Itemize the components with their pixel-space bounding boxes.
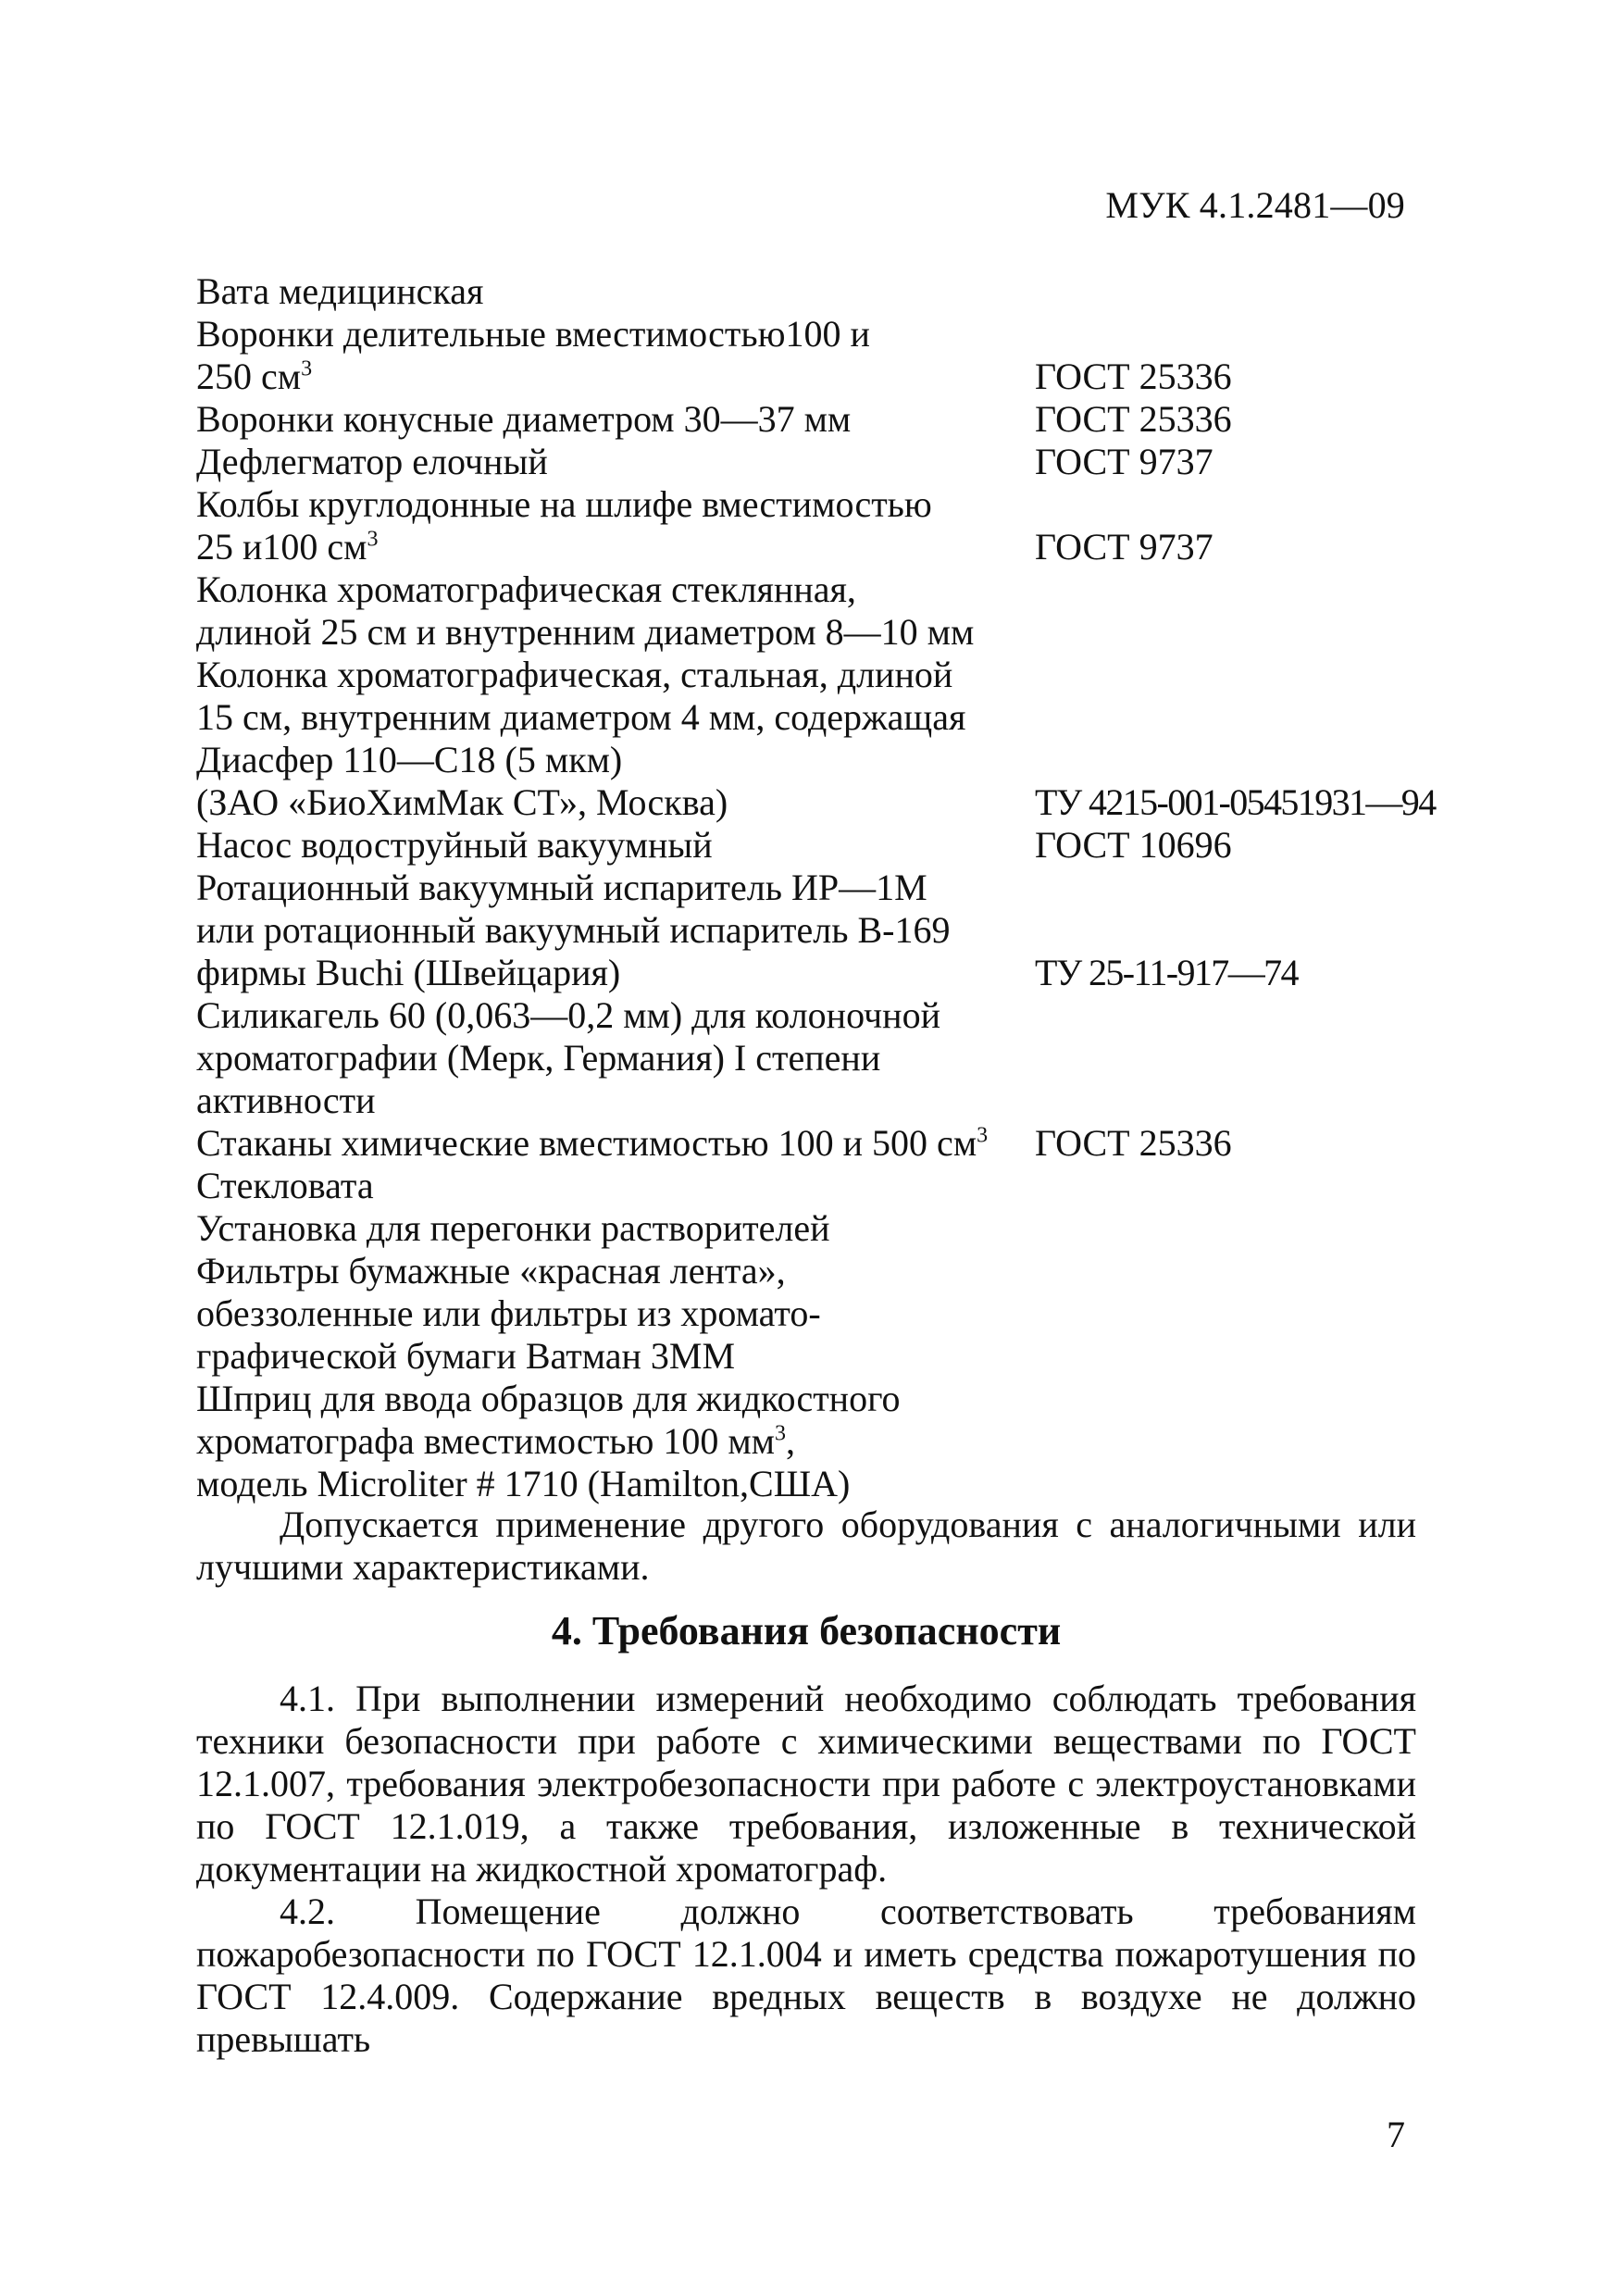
equipment-item-text: Силикагель 60 (0,063—0,2 мм) для колоночной (196, 994, 940, 1036)
equipment-standard: ТУ 4215-001-05451931—94 (1035, 781, 1436, 823)
equipment-item (196, 1420, 1035, 1463)
equipment-item (196, 824, 1035, 867)
paragraph-4-1: 4.1. При выполнении измерений необходимо соблюдать требования техники безопасности при работе с химическими веществами по ГОСТ 12.1.007, требования электробезопасности при работе с электроустановками по ГОСТ 12.1.019, а также требования, изложенные в технической документации на жидкостной хроматограф. (196, 1678, 1416, 1890)
equipment-item (196, 313, 1035, 356)
section-heading: 4. Требования безопасности (551, 1608, 1062, 1653)
equipment-standard (1035, 1079, 1427, 1122)
equipment-standard: ГОСТ 25336 (1035, 356, 1232, 397)
equipment-item-text: или ротационный вакуумный испаритель В-169 (196, 909, 951, 951)
equipment-standard: ГОСТ 9737 (1035, 441, 1214, 482)
equipment-item-text: Воронки делительные вместимостью100 и (196, 313, 870, 355)
equipment-item-text: активности (196, 1079, 376, 1121)
equipment-item-text: Стаканы химические вместимостью 100 и 500 см (196, 1122, 977, 1164)
equipment-standard (1035, 270, 1427, 313)
superscript: 3 (774, 1421, 786, 1446)
equipment-row (196, 526, 1427, 568)
equipment-item (196, 356, 1035, 398)
equipment-item (196, 696, 1035, 739)
equipment-item-text: Дефлегматор елочный (196, 441, 548, 482)
equipment-item (196, 654, 1035, 696)
equipment-row (196, 1250, 1427, 1292)
equipment-item-text: длиной 25 см и внутренним диаметром 8—10 мм (196, 611, 975, 653)
page-number: 7 (1387, 2114, 1405, 2155)
equipment-row (196, 1292, 1427, 1335)
equipment-item-text: Колонка хроматографическая, стальная, длиной (196, 654, 953, 695)
equipment-row (196, 1335, 1427, 1378)
equipment-standard (1035, 654, 1427, 696)
equipment-item (196, 568, 1035, 611)
equipment-item-text: Ротационный вакуумный испаритель ИР—1М (196, 867, 927, 908)
equipment-item (196, 994, 1035, 1037)
equipment-standard (1035, 1463, 1427, 1505)
equipment-item (196, 483, 1035, 526)
equipment-item (196, 1463, 1035, 1505)
equipment-item-text: хроматографа вместимостью 100 мм (196, 1420, 775, 1462)
equipment-item-text: Воронки конусные диаметром 30—37 мм (196, 398, 852, 440)
equipment-standard (1035, 867, 1427, 909)
equipment-item (196, 1207, 1035, 1250)
equipment-item (196, 441, 1035, 483)
equipment-row (196, 356, 1427, 398)
equipment-item-text: Фильтры бумажные «красная лента», (196, 1250, 786, 1292)
equipment-item (196, 1079, 1035, 1122)
equipment-standard: ГОСТ 25336 (1035, 398, 1232, 440)
equipment-standard (1035, 1420, 1427, 1463)
equipment-row (196, 1165, 1427, 1207)
equipment-row (196, 483, 1427, 526)
equipment-item (196, 1335, 1035, 1378)
equipment-item-text: Вата медицинская (196, 270, 484, 312)
equipment-row (196, 824, 1427, 867)
equipment-item-text: Шприц для ввода образцов для жидкостного (196, 1378, 901, 1419)
equipment-item (196, 739, 1035, 781)
equipment-standard (1035, 1207, 1427, 1250)
equipment-item (196, 1165, 1035, 1207)
equipment-row (196, 867, 1427, 909)
equipment-standard (1035, 909, 1427, 952)
equipment-item-text: Колонка хроматографическая стеклянная, (196, 568, 856, 610)
equipment-row (196, 611, 1427, 654)
equipment-item-text: (ЗАО «БиоХимМак СТ», Москва) (196, 781, 728, 823)
equipment-standard (1035, 568, 1427, 611)
equipment-row (196, 952, 1427, 994)
superscript: 3 (301, 356, 313, 381)
equipment-item (196, 952, 1035, 994)
equipment-item-text: фирмы Buchi (Швейцария) (196, 952, 621, 993)
equipment-item (196, 1292, 1035, 1335)
equipment-item-text: 250 см (196, 356, 302, 397)
equipment-row (196, 1037, 1427, 1079)
equipment-standard (1035, 1335, 1427, 1378)
equipment-standard (1035, 994, 1427, 1037)
equipment-standard (1035, 696, 1427, 739)
equipment-row (196, 654, 1427, 696)
equipment-standard (1035, 1378, 1427, 1420)
equipment-item-text: Стекловата (196, 1165, 374, 1206)
equipment-standard (1035, 739, 1427, 781)
equipment-item-text: 25 и100 см (196, 526, 367, 568)
equipment-row (196, 909, 1427, 952)
equipment-standard: ГОСТ 9737 (1035, 526, 1214, 568)
equipment-item (196, 867, 1035, 909)
equipment-item (196, 909, 1035, 952)
equipment-standard (1035, 313, 1427, 356)
equipment-row (196, 1420, 1427, 1463)
equipment-standard (1035, 611, 1427, 654)
equipment-row (196, 270, 1427, 313)
equipment-item (196, 1037, 1035, 1079)
equipment-row (196, 1207, 1427, 1250)
equipment-item (196, 611, 1035, 654)
equipment-standard (1035, 483, 1427, 526)
equipment-standard: ТУ 25-11-917—74 (1035, 952, 1298, 993)
equipment-item (196, 270, 1035, 313)
equipment-row (196, 696, 1427, 739)
equipment-standard: ГОСТ 10696 (1035, 824, 1232, 866)
equipment-row (196, 313, 1427, 356)
equipment-row (196, 1079, 1427, 1122)
equipment-standard: ГОСТ 25336 (1035, 1122, 1232, 1164)
document-code-header: МУК 4.1.2481—09 (1105, 184, 1405, 226)
equipment-item (196, 1378, 1035, 1420)
equipment-row (196, 1463, 1427, 1505)
paragraph-4-2: 4.2. Помещение должно соответствовать требованиям пожаробезопасности по ГОСТ 12.1.004 и иметь средства пожаротушения по ГОСТ 12.4.009. Содержание вредных веществ в воздухе не должно превышать (196, 1890, 1416, 2060)
equipment-item-text: Диасфер 110—С18 (5 мкм) (196, 739, 623, 780)
equipment-item (196, 781, 1035, 824)
equipment-standard (1035, 1250, 1427, 1292)
equipment-row (196, 1378, 1427, 1420)
equipment-item (196, 398, 1035, 441)
superscript: 3 (977, 1123, 989, 1148)
equipment-row (196, 1122, 1427, 1165)
equipment-item-text: 15 см, внутренним диаметром 4 мм, содержащая (196, 696, 966, 738)
equipment-item-text: Колбы круглодонные на шлифе вместимостью (196, 483, 932, 525)
equipment-row (196, 568, 1427, 611)
equipment-item-text: обеззоленные или фильтры из хромато- (196, 1292, 821, 1334)
equipment-row (196, 781, 1436, 824)
equipment-item (196, 526, 1035, 568)
equipment-row (196, 994, 1427, 1037)
equipment-list (196, 270, 1436, 1505)
equipment-row (196, 398, 1427, 441)
equipment-row (196, 441, 1427, 483)
equipment-item-text: Установка для перегонки растворителей (196, 1207, 830, 1249)
equipment-item-text: хроматографии (Мерк, Германия) I степени (196, 1037, 881, 1079)
equipment-note: Допускается применение другого оборудования с аналогичными или лучшими характеристиками. (196, 1504, 1416, 1588)
equipment-item-text: модель Microliter # 1710 (Hamilton,США) (196, 1463, 851, 1504)
equipment-item (196, 1122, 1035, 1165)
superscript: 3 (367, 527, 379, 552)
equipment-item-text: графической бумаги Ватман 3ММ (196, 1335, 736, 1377)
equipment-item-text: Насос водоструйный вакуумный (196, 824, 713, 866)
equipment-standard (1035, 1037, 1427, 1079)
equipment-item-suffix: , (785, 1420, 795, 1462)
equipment-standard (1035, 1292, 1427, 1335)
equipment-standard (1035, 1165, 1427, 1207)
equipment-row (196, 739, 1427, 781)
equipment-item (196, 1250, 1035, 1292)
